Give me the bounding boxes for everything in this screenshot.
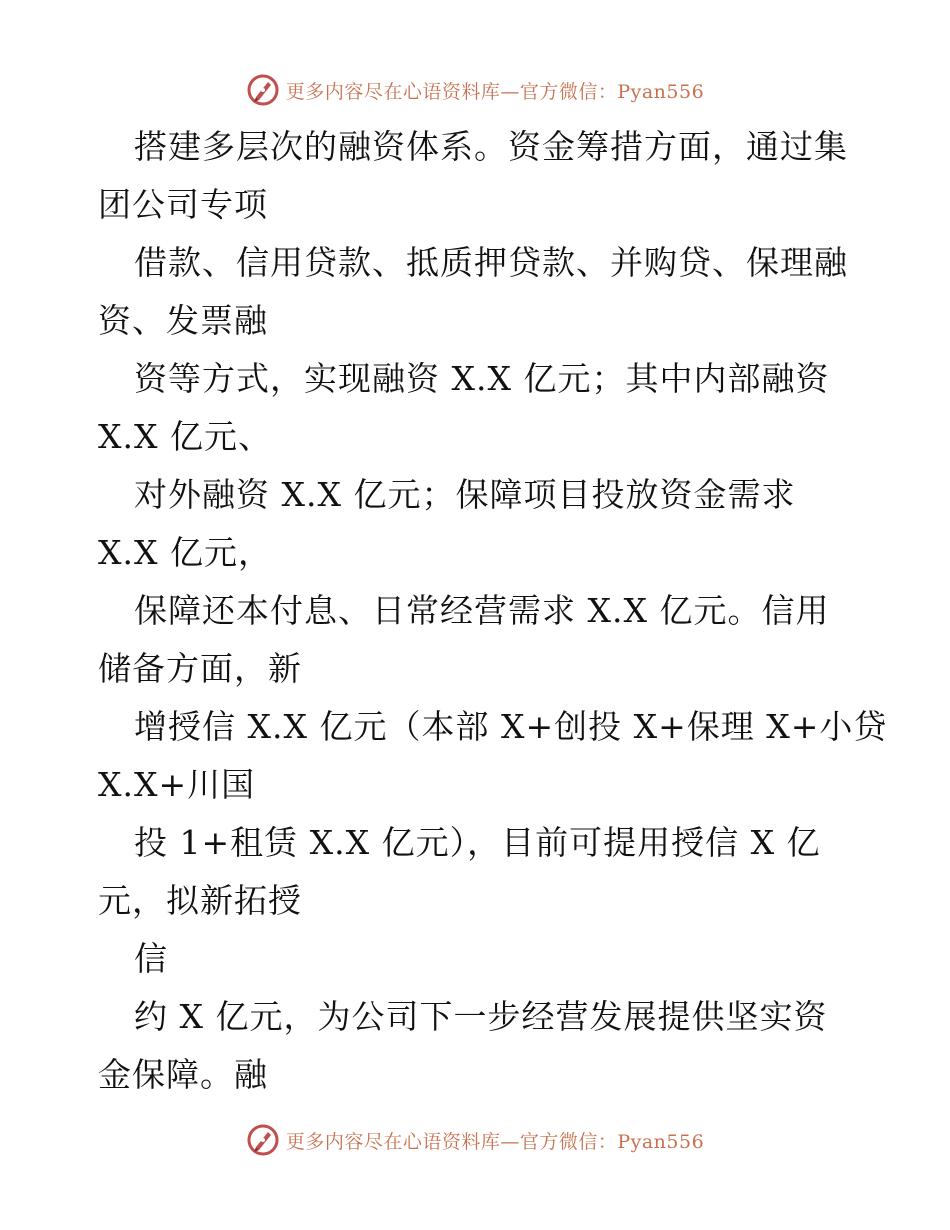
pen-nib-logo-icon (246, 73, 280, 107)
header-watermark (0, 70, 950, 110)
text-line: 约 X 亿元，为公司下一步经营发展提供坚实资 (134, 997, 828, 1036)
text-line: 信 (134, 939, 168, 978)
text-line: 资、发票融 (98, 301, 268, 340)
pen-nib-logo-icon (246, 1123, 280, 1157)
footer-watermark (0, 1120, 950, 1160)
text-line: 投 1+租赁 X.X 亿元），目前可提用授信 X 亿 (134, 823, 821, 862)
text-line: 元，拟新拓授 (98, 881, 302, 920)
text-line: 金保障。融 (98, 1055, 268, 1094)
watermark-text: 更多内容尽在心语资料库—官方微信：Pyan556 (285, 80, 705, 103)
text-line: 团公司专项 (98, 185, 268, 224)
text-line: 增授信 X.X 亿元（本部 X+创投 X+保理 X+小贷 (134, 707, 888, 746)
document-body (98, 118, 888, 1104)
text-line: 搭建多层次的融资体系。资金筹措方面，通过集 (134, 127, 848, 166)
text-line: 保障还本付息、日常经营需求 X.X 亿元。信用 (134, 591, 830, 630)
watermark-text: 更多内容尽在心语资料库—官方微信：Pyan556 (285, 1130, 705, 1153)
text-line: 储备方面，新 (98, 649, 302, 688)
text-line: 对外融资 X.X 亿元；保障项目投放资金需求 (134, 475, 796, 514)
text-line: 资等方式，实现融资 X.X 亿元；其中内部融资 (134, 359, 830, 398)
text-line: X.X 亿元， (98, 533, 272, 572)
text-line: X.X+川国 (98, 765, 256, 804)
text-line: X.X 亿元、 (98, 417, 272, 456)
text-line: 借款、信用贷款、抵质押贷款、并购贷、保理融 (134, 243, 848, 282)
